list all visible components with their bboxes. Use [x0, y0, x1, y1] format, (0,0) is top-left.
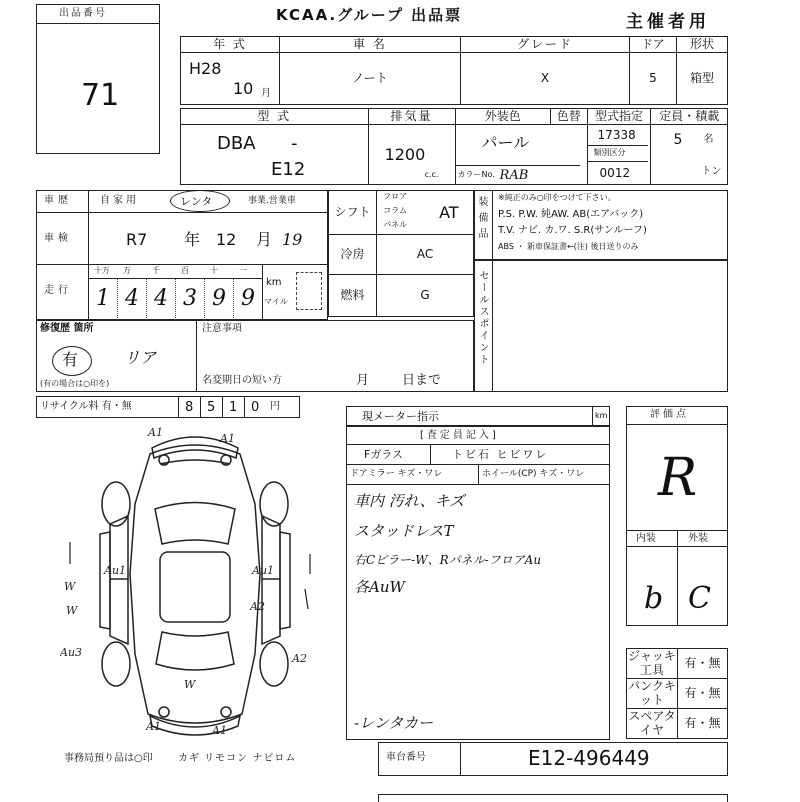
rear-left-wheel — [102, 642, 130, 686]
evaluation-label: 評価点 — [650, 409, 689, 420]
mileage-digit: 4 — [154, 286, 168, 311]
office-note: 事務局預り品は○印 — [64, 753, 153, 764]
remark-line: 右Cピラー-W、Rパネル-フロアAu — [354, 553, 542, 567]
meter-label: 現メーター指示 — [362, 410, 439, 423]
color-no: RAB — [499, 168, 529, 183]
puncture-label: パンクキット — [628, 679, 676, 707]
fuel-value: G — [377, 275, 474, 317]
spare-label: スペアタイヤ — [628, 709, 676, 737]
diagram-mark: A2 — [292, 652, 307, 665]
shift-panel: パネル — [383, 220, 408, 229]
capacity-label: 定員・積載 — [651, 109, 728, 125]
shift-value: AT — [439, 203, 459, 222]
mileage-unit-mile: マイル — [264, 297, 288, 306]
equipment-line1: P.S. P.W. 純AW. AB(エアバック) — [498, 209, 644, 220]
shift-column: コラム — [383, 206, 407, 215]
shift-label: シフト — [329, 191, 377, 235]
wheel-label: ホイール(CP) キズ・ワレ — [482, 469, 585, 479]
right-side-panel — [262, 516, 280, 644]
mileage-digit: 9 — [241, 286, 255, 311]
lot-number: 71 — [81, 78, 120, 113]
remark-line: 車内 汚れ、キズ — [354, 492, 465, 510]
office-items: カギ リモコン ナビロム — [178, 753, 297, 764]
rear-right-wheel — [260, 642, 288, 686]
diagram-mark: A1 — [212, 724, 227, 737]
mileage-digit: 9 — [212, 286, 226, 311]
load-unit: トン — [701, 166, 722, 177]
lot-number-box — [36, 4, 160, 154]
cc-unit: c.c. — [424, 170, 439, 179]
lot-number-label: 出品番号 — [59, 8, 107, 19]
color-label: 外装色 — [455, 109, 550, 125]
jack-option: 有・無 — [678, 649, 728, 679]
left-side-panel — [110, 516, 128, 644]
model-dash: - — [291, 133, 298, 154]
model-label: 型 式 — [181, 109, 369, 125]
roof — [160, 552, 230, 622]
car-name: ノート — [280, 53, 461, 105]
recycle-digit: 8 — [185, 400, 194, 415]
aircon-value: AC — [377, 235, 474, 275]
color-cell — [455, 125, 587, 185]
car-diagram — [60, 424, 330, 744]
recycle-label: リサイクル料 有・無 — [40, 401, 132, 412]
mileage-digit: 3 — [183, 286, 197, 311]
equipment-note: ※純正のみ○印をつけて下さい。 — [498, 193, 616, 202]
mileage-label: 走行 — [44, 285, 72, 296]
year-cell — [181, 53, 280, 105]
notes-month-unit: 月 — [356, 373, 370, 388]
recycle-digit: 0 — [251, 400, 260, 415]
repair-note: (有の場合は○印を) — [40, 379, 110, 388]
bottom-border — [378, 794, 728, 802]
inspection-month-unit: 月 — [256, 230, 273, 249]
doors-label: ドア — [630, 37, 677, 53]
model-code: E12 — [271, 159, 306, 180]
grade: X — [461, 53, 630, 105]
equipment-line3: ABS ・ 新車保証書←(注) 後日送りのみ — [498, 242, 639, 251]
model-cell — [181, 125, 369, 185]
year-era: H28 — [189, 59, 222, 78]
remark-line: -レンタカー — [354, 714, 434, 732]
vehicle-spec-table — [180, 108, 728, 185]
year-month: 10 — [233, 79, 254, 98]
sales-point-label: セールスポイント — [477, 270, 488, 366]
mileage-digit-label: 万 — [123, 266, 131, 275]
sheet-title: KCAA.グループ 出品票 — [276, 6, 463, 24]
type-designation: 17338 — [597, 128, 636, 142]
recycle-digit: 1 — [229, 400, 238, 415]
puncture-option: 有・無 — [678, 679, 728, 709]
exterior-score: C — [688, 581, 711, 616]
diagram-mark: W — [66, 604, 78, 617]
mileage-digit-label: 一 — [239, 266, 247, 275]
mirror-label: ドアミラー キズ・ワレ — [350, 469, 443, 479]
front-left-wheel — [102, 482, 130, 526]
color: パール — [481, 133, 530, 152]
diagram-mark: W — [64, 580, 76, 593]
repair-location: リア — [124, 348, 157, 367]
diagram-mark: Au1 — [252, 564, 275, 577]
shape-label: 形状 — [677, 37, 728, 53]
inspection-year-unit: 年 — [184, 230, 201, 249]
history-rental: レンタ — [180, 195, 213, 208]
tools-table — [626, 648, 728, 739]
interior-label: 内装 — [636, 533, 656, 544]
mileage-digit-label: 十万 — [94, 266, 110, 275]
vehicle-info-table — [180, 36, 728, 105]
type-designation-label: 型式指定 — [587, 109, 651, 125]
chassis-number: E12-496449 — [528, 746, 650, 770]
grade-label: グレード — [461, 37, 630, 53]
model-prefix: DBA — [217, 133, 256, 154]
displacement: 1200 — [384, 145, 426, 164]
short-name-label: 名変期日の短い方 — [202, 375, 282, 386]
inspection-day: 19 — [282, 230, 303, 249]
jack-label: ジャッキ工具 — [628, 649, 676, 677]
remark-line: スタッドレスT — [354, 522, 454, 540]
capacity: 5 — [673, 132, 683, 148]
recycle-unit: 円 — [270, 401, 280, 412]
diagram-mark: Au3 — [60, 646, 83, 659]
mileage-unit-km: km — [266, 277, 282, 288]
designation-cell — [587, 125, 651, 185]
remark-line: 各AuW — [354, 578, 405, 596]
year-month-unit: 月 — [261, 88, 271, 99]
sales-point-block — [474, 260, 728, 392]
drivetrain-table — [328, 190, 474, 317]
doors: 5 — [630, 53, 677, 105]
aircon-label: 冷房 — [329, 235, 377, 275]
capacity-unit: 名 — [703, 134, 714, 145]
exterior-label: 外装 — [688, 533, 708, 544]
history-label: 車歴 — [44, 195, 72, 206]
glass-label: Fガラス — [364, 448, 403, 461]
notes-day-unit: 日まで — [402, 373, 442, 388]
notes-label: 注意事項 — [202, 323, 242, 334]
inspection-label: 車検 — [44, 233, 72, 244]
meter-unit: km — [595, 411, 608, 420]
mileage-digit: 4 — [125, 286, 139, 311]
diagram-mark: Au1 — [104, 564, 127, 577]
color-no-label: カラーNo. — [457, 170, 495, 179]
category-label: 類別区分 — [593, 148, 626, 157]
color-change-label: 色替 — [550, 109, 587, 125]
capacity-cell — [651, 125, 728, 185]
assessor-title: [査定員記入] — [420, 430, 499, 441]
recycle-digit: 5 — [207, 400, 216, 415]
inspection-era: R7 — [126, 230, 148, 249]
equipment-line2: T.V. ナビ. カ.ワ. S.R(サンルーフ) — [498, 225, 647, 236]
interior-score: b — [644, 581, 664, 616]
mileage-digit: 1 — [96, 286, 110, 311]
windshield — [155, 503, 235, 545]
glass-marks: トビ石 ヒビワレ — [452, 448, 549, 461]
rear-glass — [156, 632, 234, 670]
mileage-digit-label: 千 — [152, 266, 160, 275]
diagram-mark: A1 — [146, 720, 161, 733]
displacement-label: 排気量 — [368, 109, 455, 125]
category: 0012 — [599, 166, 631, 180]
chassis-label: 車台番号 — [386, 752, 426, 763]
evaluation-score: R — [658, 448, 698, 508]
repair-label: 修復歴 箇所 — [40, 323, 94, 334]
history-business: 事業.営業車 — [248, 196, 296, 206]
mileage-digit-label: 百 — [181, 266, 189, 275]
spare-option: 有・無 — [678, 709, 728, 739]
equipment-label: 装備品 — [476, 196, 487, 244]
mileage-digit-label: 十 — [210, 266, 218, 275]
diagram-mark: A2 — [250, 600, 265, 613]
organizer-label: 主催者用 — [626, 12, 710, 32]
shift-floor: フロア — [383, 192, 408, 201]
diagram-mark: A1 — [148, 426, 163, 439]
diagram-mark: W — [184, 678, 196, 691]
repair-value: 有 — [62, 350, 79, 369]
fuel-label: 燃料 — [329, 275, 377, 317]
front-right-wheel — [260, 482, 288, 526]
year-label: 年 式 — [181, 37, 280, 53]
inspection-month: 12 — [216, 230, 237, 249]
shape: 箱型 — [677, 53, 728, 105]
history-private: 自家用 — [100, 195, 139, 206]
car-name-label: 車 名 — [280, 37, 461, 53]
shift-cell — [377, 191, 474, 235]
displacement-cell — [368, 125, 455, 185]
diagram-mark: A1 — [220, 432, 235, 445]
